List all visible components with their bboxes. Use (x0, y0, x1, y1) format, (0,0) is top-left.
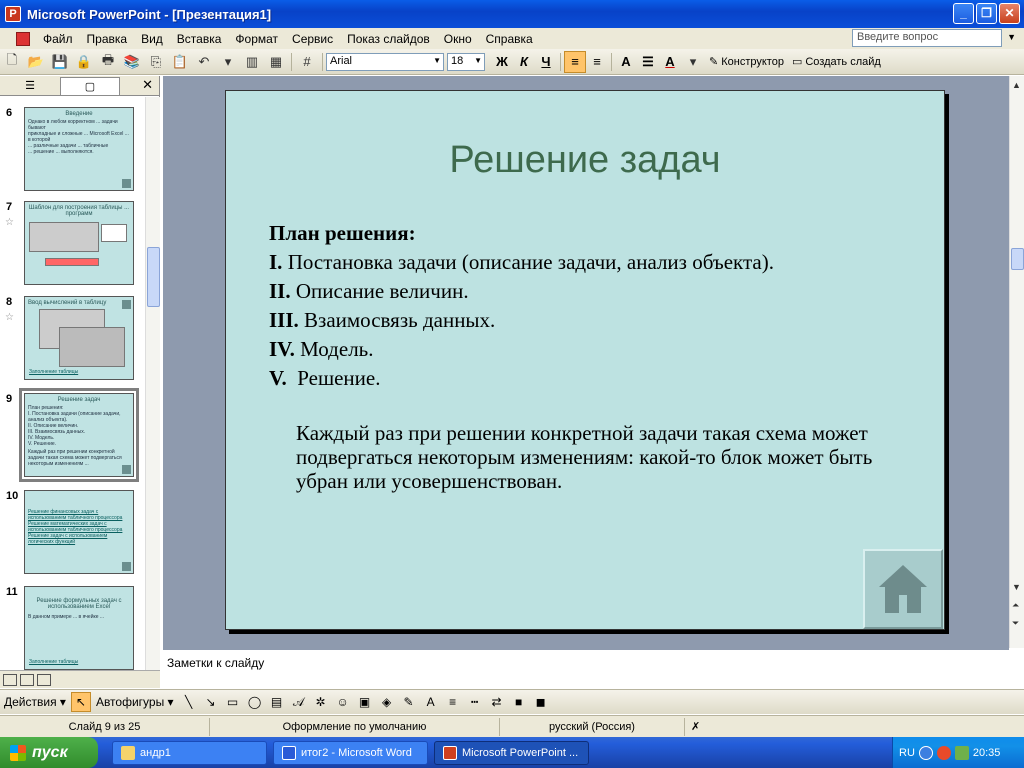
back-icon[interactable] (919, 746, 933, 760)
slide-title[interactable]: Решение задач (449, 139, 721, 181)
app-tray-icon[interactable] (955, 746, 969, 760)
toolbar-separator (322, 53, 323, 71)
toolbar-separator (291, 53, 292, 71)
language-bar[interactable]: RU (899, 746, 915, 759)
title-bar (0, 0, 1024, 28)
step-text: Описание величин. (290, 279, 469, 303)
slide-note-text[interactable]: Каждый раз при решении конкретной задачи такая схема может подвергаться некоторым изменениям: какой-то блок может быть убран или усовершенствован. (296, 421, 873, 493)
textbox-icon[interactable]: ▤ (270, 695, 283, 709)
print-icon[interactable]: 🖶 (101, 51, 115, 67)
thumb-line: II. Описание величин. (28, 423, 79, 429)
save-icon[interactable]: 💾 (51, 53, 69, 69)
diagram-icon[interactable]: ✲ (315, 695, 326, 709)
plan-label: План решения: (269, 221, 416, 245)
task-word[interactable] (273, 741, 428, 765)
arrow-icon[interactable]: ↘ (205, 695, 216, 709)
close-icon[interactable]: ✕ (142, 77, 153, 92)
menu-view[interactable]: Вид (141, 31, 163, 46)
select-arrow-icon[interactable]: ↖ (71, 692, 91, 712)
menu-file[interactable]: Файл (43, 31, 73, 46)
autoshapes-label: Автофигуры (95, 695, 165, 709)
font-size-value: 18 (451, 54, 464, 67)
research-icon[interactable]: 📚 (123, 53, 141, 69)
thumb-link: Решение математических задач с использованием табличного процессора (28, 521, 123, 533)
language-indicator: русский (Россия) (500, 718, 685, 736)
step-number: IV. (269, 337, 295, 361)
step-item (269, 335, 774, 364)
rectangle-icon[interactable]: ▭ (226, 695, 239, 709)
task-label: итог2 - Microsoft Word (301, 746, 412, 759)
windows-logo-icon (10, 745, 26, 761)
slide-number: 8 (6, 296, 13, 308)
oval-icon[interactable]: ◯ (247, 695, 262, 709)
3d-icon[interactable]: ◼ (535, 695, 546, 709)
powerpoint-icon (443, 746, 457, 760)
step-number: II. (269, 279, 291, 303)
task-powerpoint[interactable] (434, 741, 589, 765)
thumb-line: V. Решение. (28, 441, 57, 447)
thumb-link: Заполнение таблицы (29, 369, 79, 375)
align-center-icon[interactable]: ≡ (593, 54, 601, 69)
autoshapes-menu[interactable]: Автофигуры ▾ (95, 695, 174, 709)
scroll-up-icon[interactable]: ▲ (1012, 80, 1021, 90)
thumb-title: Решение формульных задач с использованием Excel (36, 598, 122, 610)
menu-window[interactable]: Окно (443, 31, 472, 46)
window-title: Microsoft PowerPoint - [Презентация1] (27, 6, 272, 22)
thumb-title: Введение (65, 111, 93, 117)
thumb-highlight-image (45, 258, 99, 266)
slide-thumbnail-8[interactable] (24, 296, 134, 380)
chart-icon[interactable]: ▥ (245, 53, 259, 69)
dash-style-icon[interactable]: ┅ (470, 695, 479, 709)
slide-thumbnail-6[interactable] (24, 107, 134, 191)
thumb-link: Решение финансовых задач с использованием табличного процессора (28, 509, 123, 521)
arrow-style-icon[interactable]: ⇄ (491, 695, 502, 709)
slide-number: 10 (6, 490, 19, 502)
slide-sorter-icon[interactable] (20, 674, 34, 686)
picture-icon[interactable]: ▣ (358, 695, 371, 709)
thumb-link: Заполнение таблицы (29, 659, 79, 665)
document-icon[interactable] (16, 32, 30, 46)
task-folder[interactable] (112, 741, 267, 765)
current-slide[interactable] (225, 90, 945, 630)
slide-number: 9 (6, 393, 13, 405)
slide-thumbnail-10[interactable] (24, 490, 134, 574)
drawing-toolbar (0, 689, 1024, 714)
slideshow-icon[interactable] (37, 674, 51, 686)
spelling-icon[interactable]: ✗ (691, 720, 701, 733)
home-icon (865, 551, 941, 627)
wordart-icon[interactable]: 𝒜 (292, 694, 305, 709)
thumb-title: Решение задач (57, 397, 101, 403)
increase-font-icon[interactable]: A (621, 54, 631, 69)
thumb-line: ... различные задачи ... табличные (28, 143, 109, 149)
menu-help[interactable]: Справка (485, 31, 533, 46)
thumb-line: Каждый раз при решении конкретной задачи такая схема может подвергаться некоторым изменениям ... (28, 449, 122, 467)
start-label: пуск (32, 743, 68, 761)
scroll-down-icon[interactable]: ▼ (1012, 582, 1021, 592)
thumb-screenshot-image (59, 327, 125, 367)
font-name-select[interactable] (326, 53, 444, 71)
thumbnail-list (0, 97, 146, 670)
step-number: III. (269, 308, 299, 332)
home-icon (122, 465, 131, 474)
thumbnail-scrollbar[interactable] (145, 97, 160, 670)
slide-body[interactable] (269, 219, 774, 393)
slide-number: 7 (6, 201, 13, 213)
thumb-title: Ввод вычислений в таблицу (28, 300, 107, 306)
font-color-icon[interactable]: A (665, 54, 675, 69)
word-icon (282, 746, 296, 760)
actions-menu[interactable]: Действия ▾ (4, 695, 66, 709)
home-icon (122, 300, 131, 309)
italic-button[interactable]: К (520, 54, 528, 69)
line-icon[interactable]: ╲ (184, 695, 193, 709)
scrollbar-thumb[interactable] (147, 247, 160, 307)
standard-toolbar (0, 49, 1024, 75)
thumb-line: ... решение ... выполняются. (28, 149, 94, 155)
slide-number: 6 (6, 107, 13, 119)
home-icon (122, 179, 131, 188)
ask-dropdown-icon[interactable]: ▼ (1007, 32, 1016, 42)
menu-tools[interactable]: Сервис (292, 31, 334, 46)
chevron-down-icon: ▼ (433, 55, 441, 65)
powerpoint-icon[interactable]: P (5, 6, 21, 22)
thumb-line: I. Постановка задачи (описание задачи, анализ объекта). (28, 411, 121, 423)
slide-editing-area (163, 76, 1009, 648)
thumb-callout-image (101, 224, 127, 242)
home-button[interactable] (863, 549, 943, 629)
line-style-icon[interactable]: ≡ (449, 695, 457, 709)
step-item (269, 364, 774, 393)
actions-label: Действия (4, 695, 57, 709)
normal-view-icon[interactable] (3, 674, 17, 686)
view-buttons (0, 670, 160, 688)
bold-button[interactable]: Ж (496, 54, 508, 69)
panel-tabs (0, 76, 159, 96)
animation-star-icon: ☆ (5, 217, 14, 228)
align-left-icon[interactable]: ≡ (564, 51, 586, 73)
step-item (269, 248, 774, 277)
underline-button[interactable]: Ч (541, 54, 551, 69)
system-tray (892, 737, 1024, 768)
scrollbar-thumb[interactable] (1011, 248, 1024, 270)
animation-star-icon: ☆ (5, 312, 14, 323)
new-slide-label: Создать слайд (805, 55, 881, 68)
taskbar (0, 737, 1024, 768)
task-label: Microsoft PowerPoint ... (462, 746, 579, 759)
designer-button[interactable] (705, 55, 788, 68)
thumb-line: III. Взаимосвязь данных. (28, 429, 86, 435)
new-slide-button[interactable] (788, 55, 885, 68)
copy-icon[interactable]: ⎘ (150, 53, 162, 69)
thumb-line: В данном примере ... в ячейке ... (28, 614, 105, 620)
thumb-screenshot-image (29, 222, 99, 252)
step-text: Постановка задачи (описание задачи, анализ объекта). (282, 250, 774, 274)
notes-placeholder: Заметки к слайду (167, 656, 265, 670)
chevron-down-icon: ▼ (474, 55, 482, 65)
maximize-button[interactable]: ❐ (976, 3, 997, 24)
antivirus-icon[interactable] (937, 746, 951, 760)
shadow-icon[interactable]: ■ (514, 695, 523, 709)
folder-icon (121, 746, 135, 760)
paste-icon[interactable]: 📋 (171, 53, 189, 69)
designer-icon: ✎ (709, 56, 719, 68)
slide-thumbnail-9[interactable] (24, 393, 134, 477)
slide-scrollbar[interactable] (1009, 76, 1024, 648)
slide-counter: Слайд 9 из 25 (0, 718, 210, 736)
step-text: Модель. (294, 337, 374, 361)
font-color-dropdown-icon[interactable]: ▾ (689, 53, 697, 69)
thumb-line: Однако в любом корректном ... задачи бывают (28, 119, 118, 131)
step-text: Решение. (286, 366, 381, 390)
notes-pane[interactable] (163, 648, 1009, 688)
slides-panel (0, 76, 160, 670)
ask-question-input[interactable]: Введите вопрос (852, 29, 1002, 47)
open-icon[interactable]: 📂 (27, 53, 45, 69)
new-icon[interactable]: 🗋 (6, 51, 18, 67)
slide-thumbnail-11[interactable] (24, 586, 134, 670)
task-label: андр1 (140, 746, 171, 759)
minimize-button[interactable]: _ (953, 3, 974, 24)
new-slide-icon: ▭ (791, 56, 803, 68)
font-size-select[interactable] (447, 53, 485, 71)
menu-edit[interactable]: Правка (86, 31, 128, 46)
indent-icon[interactable]: ☰ (642, 53, 654, 69)
slide-number: 11 (6, 586, 18, 598)
designer-label: Конструктор (721, 55, 784, 68)
tab-outline[interactable]: ☰ (25, 79, 35, 92)
thumb-line: прикладные и сложные ... Microsoft Excel ... в которой (28, 131, 129, 143)
status-bar (0, 715, 1024, 737)
step-text: Взаимосвязь данных. (298, 308, 496, 332)
thumb-line: План решения: (28, 405, 64, 411)
menu-format[interactable]: Формат (235, 31, 279, 46)
step-item (269, 277, 774, 306)
font-name-value: Arial (330, 54, 353, 67)
fill-color-icon[interactable]: ◈ (381, 695, 392, 709)
step-number: V. (269, 366, 287, 390)
font-color-icon[interactable]: A (426, 695, 435, 709)
clock: 20:35 (972, 746, 1001, 759)
menu-slideshow[interactable]: Показ слайдов (347, 31, 430, 46)
design-name: Оформление по умолчанию (210, 718, 500, 736)
thumb-link: Решение задач с использованием логических функций (28, 533, 108, 545)
start-button[interactable] (0, 737, 98, 768)
thumb-line: IV. Модель. (28, 435, 55, 441)
next-slide-icon[interactable]: ⏷ (1012, 618, 1020, 628)
close-button[interactable]: ✕ (999, 3, 1020, 24)
clipart-icon[interactable]: ☺ (336, 695, 349, 709)
table-icon[interactable]: ▦ (269, 53, 283, 69)
prev-slide-icon[interactable]: ⏶ (1012, 600, 1020, 610)
step-number: I. (269, 250, 283, 274)
grid-icon[interactable]: # (303, 54, 311, 69)
undo-dropdown-icon[interactable]: ▾ (224, 53, 232, 69)
toolbar-separator (560, 53, 561, 71)
slide-thumbnail-7[interactable] (24, 201, 134, 285)
home-icon (122, 562, 131, 571)
menu-insert[interactable]: Вставка (176, 31, 222, 46)
toolbar-separator (611, 53, 612, 71)
menu-bar (0, 28, 1024, 49)
thumb-title: Шаблон для построения таблицы ... программ (28, 205, 130, 217)
tab-slides[interactable]: ▢ (60, 77, 120, 95)
undo-icon[interactable]: ↶ (198, 53, 210, 69)
step-item (269, 306, 774, 335)
line-color-icon[interactable]: ✎ (403, 695, 414, 709)
permission-icon[interactable]: 🔒 (75, 53, 93, 69)
